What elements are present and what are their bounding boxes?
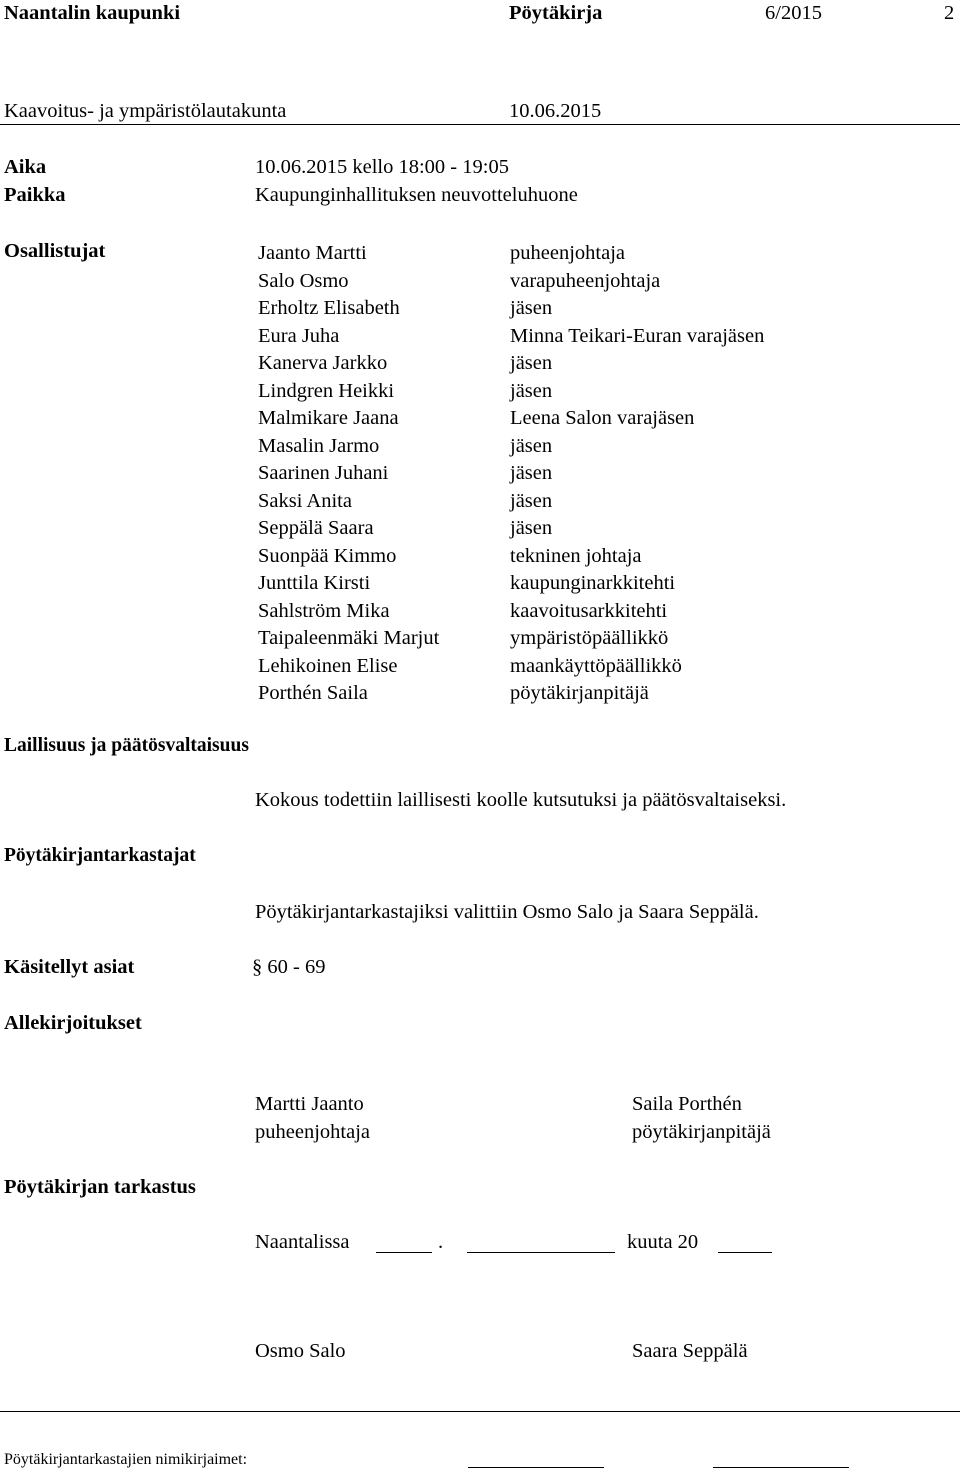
participant-name: Erholtz Elisabeth	[258, 297, 400, 319]
participant-role: jäsen	[510, 489, 553, 512]
participant-name: Salo Osmo	[258, 269, 349, 292]
participant-name: Taipaleenmäki Marjut	[258, 627, 440, 649]
secretary-name: Saila Porthén	[632, 1093, 742, 1115]
month-blank	[467, 1252, 615, 1253]
participant-name: Saksi Anita	[258, 489, 352, 512]
year-blank	[718, 1252, 772, 1253]
document-type: Pöytäkirja	[509, 2, 603, 24]
chair-role: puheenjohtaja	[255, 1121, 370, 1143]
place-label: Paikka	[4, 184, 66, 206]
committee-name: Kaavoitus- ja ympäristölautakunta	[4, 100, 287, 122]
city-name: Naantalin kaupunki	[4, 2, 181, 24]
inspectors-label: Pöytäkirjantarkastajat	[4, 845, 196, 866]
header-rule	[0, 124, 960, 125]
participant-role: maankäyttöpäällikkö	[510, 654, 682, 677]
initials-blank-1	[468, 1467, 604, 1468]
document-number: 6/2015	[765, 2, 822, 24]
participant-name: Eura Juha	[258, 324, 340, 347]
review-month-text: kuuta 20	[627, 1231, 699, 1253]
chair-name: Martti Jaanto	[255, 1093, 364, 1115]
place-value: Kaupunginhallituksen neuvotteluhuone	[255, 184, 578, 206]
participant-name: Lindgren Heikki	[258, 379, 395, 402]
participant-role: jäsen	[510, 462, 553, 484]
participant-role: Leena Salon varajäsen	[510, 407, 695, 429]
time-value: 10.06.2015 kello 18:00 - 19:05	[255, 156, 509, 178]
participant-role: jäsen	[510, 434, 553, 457]
participant-role: Minna Teikari-Euran varajäsen	[510, 324, 765, 347]
inspector-1-name: Osmo Salo	[255, 1340, 346, 1362]
footer-rule	[0, 1411, 960, 1412]
participant-name: Malmikare Jaana	[258, 407, 399, 429]
participant-name: Porthén Saila	[258, 682, 368, 704]
participant-name: Junttila Kirsti	[258, 572, 371, 594]
participant-name: Masalin Jarmo	[258, 434, 380, 457]
items-label: Käsitellyt asiat	[4, 956, 135, 978]
participant-role: tekninen johtaja	[510, 544, 642, 567]
meeting-date: 10.06.2015	[509, 100, 602, 122]
participant-name: Saarinen Juhani	[258, 462, 389, 484]
legality-text: Kokous todettiin laillisesti koolle kutsutuksi ja päätösvaltaiseksi.	[255, 789, 787, 811]
participant-role: ympäristöpäällikkö	[510, 627, 669, 649]
inspector-2-name: Saara Seppälä	[632, 1340, 748, 1362]
items-value: § 60 - 69	[252, 956, 326, 978]
legality-label: Laillisuus ja päätösvaltaisuus	[4, 735, 249, 756]
participant-role: pöytäkirjanpitäjä	[510, 682, 649, 704]
participant-role: jäsen	[510, 379, 553, 402]
participant-role: jäsen	[510, 297, 553, 319]
participant-role: varapuheenjohtaja	[510, 269, 661, 292]
page-number: 2	[944, 2, 955, 24]
initials-label: Pöytäkirjantarkastajien nimikirjaimet:	[4, 1451, 248, 1468]
participant-role: kaupunginarkkitehti	[510, 572, 676, 594]
participant-name: Kanerva Jarkko	[258, 352, 388, 374]
secretary-role: pöytäkirjanpitäjä	[632, 1121, 771, 1143]
initials-blank-2	[713, 1467, 849, 1468]
participant-role: kaavoitusarkkitehti	[510, 599, 668, 622]
participant-name: Seppälä Saara	[258, 517, 374, 539]
signatures-label: Allekirjoitukset	[4, 1012, 142, 1034]
participant-name: Lehikoinen Elise	[258, 654, 398, 677]
participant-name: Sahlström Mika	[258, 599, 390, 622]
participant-role: jäsen	[510, 352, 553, 374]
review-place: Naantalissa	[255, 1231, 350, 1253]
review-dot: .	[438, 1231, 444, 1253]
inspectors-text: Pöytäkirjantarkastajiksi valittiin Osmo Salo ja Saara Seppälä.	[255, 901, 759, 923]
review-label: Pöytäkirjan tarkastus	[4, 1176, 196, 1198]
participant-role: puheenjohtaja	[510, 242, 625, 264]
participants-label: Osallistujat	[4, 240, 106, 262]
participant-name: Jaanto Martti	[258, 242, 367, 264]
participant-role: jäsen	[510, 517, 553, 539]
time-label: Aika	[4, 156, 47, 178]
participants-list	[258, 240, 764, 708]
day-blank	[376, 1252, 432, 1253]
participant-name: Suonpää Kimmo	[258, 544, 397, 567]
